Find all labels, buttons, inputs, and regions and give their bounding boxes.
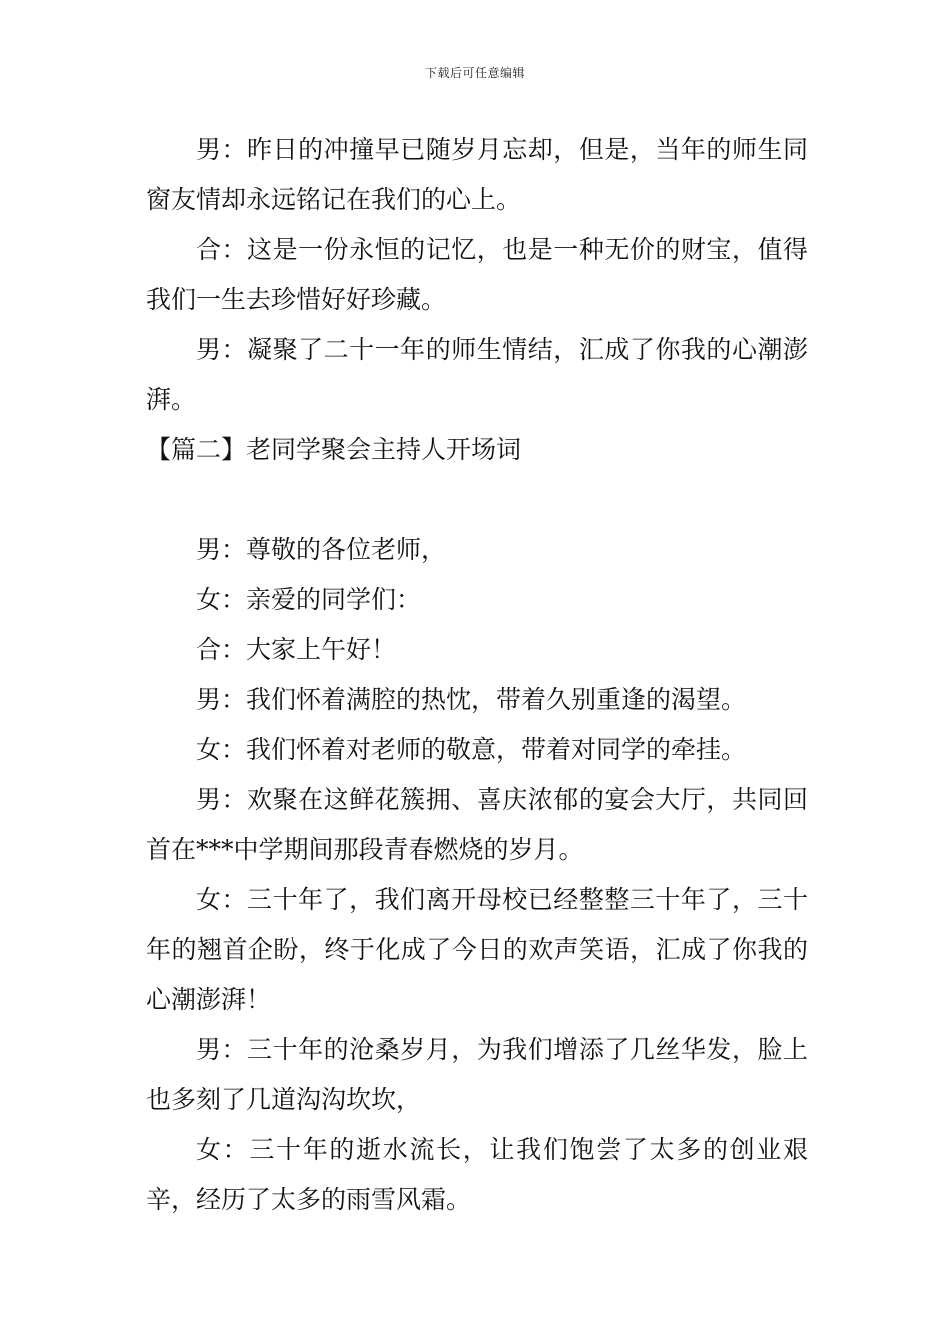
paragraph: 男：昨日的冲撞早已随岁月忘却，但是，当年的师生同窗友情却永远铭记在我们的心上。: [146, 135, 808, 214]
paragraph: 男：欢聚在这鲜花簇拥、喜庆浓郁的宴会大厅，共同回首在***中学期间那段青春燃烧的岁月。: [146, 785, 808, 864]
paragraph: 合：大家上午好！: [196, 635, 397, 664]
paragraph: 女：我们怀着对老师的敬意，带着对同学的牵挂。: [196, 735, 747, 764]
paragraph: 女：三十年了，我们离开母校已经整整三十年了，三十年的翘首企盼，终于化成了今日的欢声笑语，汇成了你我的心潮澎湃！: [146, 885, 808, 1014]
paragraph: 合：这是一份永恒的记忆，也是一种无价的财宝，值得我们一生去珍惜好好珍藏。: [146, 235, 808, 314]
paragraph: 女：亲爱的同学们：: [196, 585, 422, 614]
paragraph: 男：三十年的沧桑岁月，为我们增添了几丝华发，脸上也多刻了几道沟沟坎坎，: [146, 1035, 808, 1114]
paragraph: 男：尊敬的各位老师，: [196, 535, 447, 564]
blank-line: [146, 475, 808, 525]
paragraph: 男：凝聚了二十一年的师生情结，汇成了你我的心潮澎湃。: [146, 335, 808, 414]
document-body: [146, 125, 808, 1225]
page-header: 下载后可任意编辑: [424, 66, 525, 80]
paragraph: 女：三十年的逝水流长，让我们饱尝了太多的创业艰辛，经历了太多的雨雪风霜。: [146, 1135, 808, 1214]
section-heading: 【篇二】老同学聚会主持人开场词: [146, 435, 522, 464]
paragraph: 男：我们怀着满腔的热忱，带着久别重逢的渴望。: [196, 685, 747, 714]
